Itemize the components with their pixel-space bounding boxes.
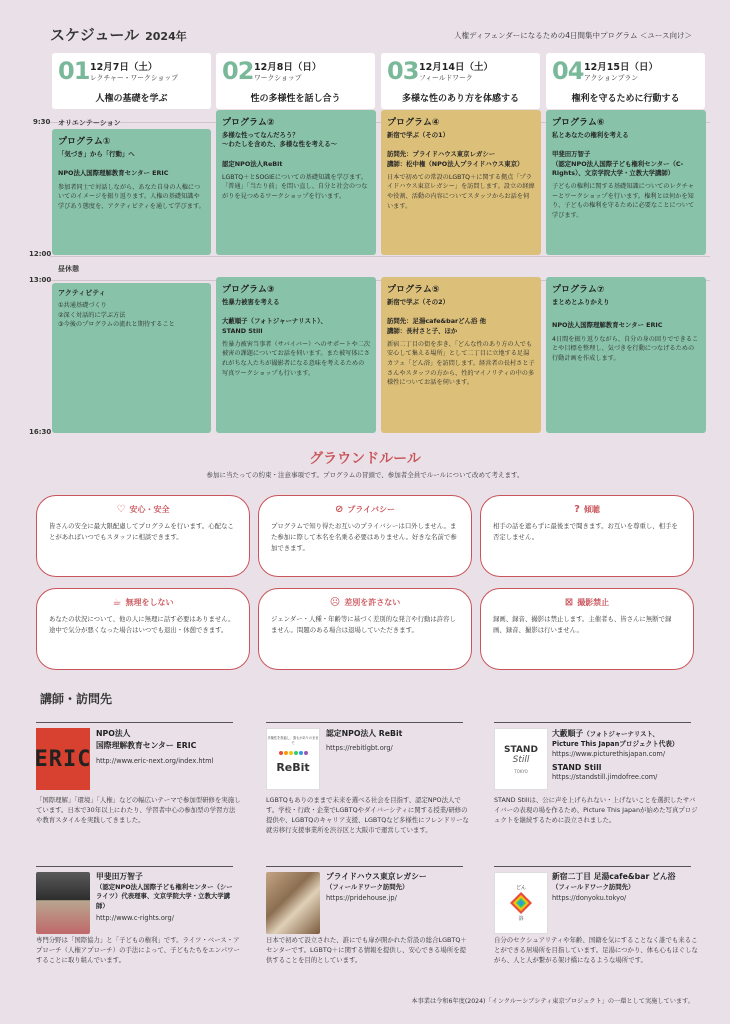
speaker-ohyabu: 大藪順子（フォトジャーナリスト、 Picture This Japanプロジェクト代表） https://www.picturethisjapan.com/ STAND Still https://standstill.jimdofree.com/	[552, 728, 722, 781]
speaker-rebit: 認定NPO法人 ReBit https://rebitlgbt.org/	[326, 728, 466, 752]
divider	[36, 722, 233, 723]
divider	[494, 722, 691, 723]
activity-item: ①共通基礎づくり	[58, 302, 107, 309]
eye-slash-icon: ⊘	[335, 504, 344, 515]
sad-face-icon: ☹	[329, 597, 341, 608]
speaker-url[interactable]: https://www.picturethisjapan.com/	[552, 749, 666, 758]
ground-rules-title: グラウンドルール	[309, 451, 421, 467]
rebit-logo: 多様性を祝福し、誰もがありのままで ReBit	[266, 728, 320, 790]
no-camera-icon: ⊠	[564, 597, 574, 608]
rainbow-diamond-icon	[509, 891, 533, 915]
page-subtitle: 人権ディフェンダーになるための4日間集中プログラム ＜ユース向け＞	[454, 31, 692, 40]
speaker-url[interactable]: http://www.eric-next.org/index.html	[96, 757, 214, 766]
time-label: 16:30	[29, 428, 52, 436]
rule-no-photography: ⊠ 撮影禁止 録画、録音、撮影は禁止します。主催者も、皆さんに無断で録画、録音、撮影は行いません。	[480, 588, 694, 670]
activity-item: ③今後のプログラムの流れと期待すること	[58, 321, 175, 329]
speaker-kaida: 甲斐田万智子 （認定NPO法人国際子ども権利センター（シーライツ）代表理事、文京学院大学・立教大学講師） http://www.c-rights.org/	[96, 871, 236, 922]
rule-no-discrimination: ☹ 差別を許さない ジェンダー・人種・年齢等に基づく差別的な発言や行動は許容しません。問題のある場合は退場していただきます。	[258, 588, 472, 670]
rule-safety: ♡ 安心・安全 皆さんの安全に最大限配慮してプログラムを行います。心配なことがあればいつでもスタッフに相談できます。	[36, 495, 250, 577]
program-card-4: プログラム④ 新宿で学ぶ（その1） 訪問先：プライドハウス東京レガシー 講師：松中権（NPO法人プライドハウス東京） 日本で初めての常設のLGBTQ＋に関する拠点「プライドハウス東京レガシー」を訪問します。設立の経緯や役割、活動の内容についてスタッフからお話を伺います。	[381, 110, 541, 255]
speakers-title: 講師・訪問先	[40, 692, 113, 706]
speaker-donyoku: 新宿二丁目 足湯cafe&bar どん浴 （フィールドワーク訪問先） https://donyoku.tokyo/	[552, 871, 722, 902]
day-header-4: 04 12月15日（日） アクションプラン 権利を守るために行動する	[546, 53, 705, 109]
break-label: 昼休憩	[58, 265, 79, 273]
speaker-eric: NPO法人 国際理解教育センター ERIC http://www.eric-next.org/index.html	[96, 728, 236, 765]
program-card-6: プログラム⑥ 私とあなたの権利を考える 甲斐田万智子 （認定NPO法人国際子ども権利センター（C-Rights）、文京学院大学・立教大学講師） 子どもの権利に関する基礎知識についてのレクチャーとワークショップを行います。権利とは何かを知り、子どもの権利を守るために必要なことについて学びます。	[546, 110, 706, 255]
divider	[36, 866, 233, 867]
avatar	[36, 872, 90, 934]
speaker-url[interactable]: https://standstill.jimdofree.com/	[552, 773, 658, 782]
stand-still-logo: STAND Still TOKYO	[494, 728, 548, 790]
program-card-5: プログラム⑤ 新宿で学ぶ（その2） 訪問先：足湯cafe&barどん浴 他 講師：長村さと子、ほか 新宿二丁目の街を歩き、「どんな性のあり方の人でも安心して集える場所」として二丁目に立地する足湯カフェ「どん浴」を訪問します。経営者の長村さと子さんやスタッフの方から、性的マイノリティの中の多様性についてお話を伺います。	[381, 277, 541, 433]
divider	[266, 866, 463, 867]
donyoku-logo: どん 浴	[494, 872, 548, 934]
rule-listening: ? 傾聴 相手の話を遮らずに最後まで聞きます。お互いを尊重し、相手を否定しません。	[480, 495, 694, 577]
day-header-1: 01 12月7日（土） レクチャー・ワークショップ 人権の基礎を学ぶ	[52, 53, 211, 109]
divider	[494, 866, 691, 867]
page-title: スケジュール 2024年	[50, 26, 187, 44]
program-card-3: プログラム③ 性暴力被害を考える 大藪順子（フォトジャーナリスト）、 STAND Still 性暴力被害当事者（サバイバー）へのサポートや二次被害の課題についてお話を伺います。また被写体にされがちな人たちが撮影者になる意味を考えるための写真ワークショップも行います。	[216, 277, 376, 433]
speaker-url[interactable]: https://donyoku.tokyo/	[552, 894, 627, 903]
day-header-2: 02 12月8日（日） ワークショップ 性の多様性を話し合う	[216, 53, 375, 109]
orientation-label: オリエンテーション	[58, 119, 121, 127]
speaker-url[interactable]: https://pridehouse.jp/	[326, 894, 397, 903]
ear-icon: ?	[574, 504, 580, 515]
time-label: 9:30	[33, 118, 51, 126]
rule-no-overdoing: ☕ 無理をしない あなたの状況について、他の人に無理に話す必要はありません。途中で気分が悪くなった場合はいつでも退出・休憩できます。	[36, 588, 250, 670]
program-card-1: プログラム① 「気づき」から「行動」へ NPO法人国際理解教育センター ERIC 参加者同士で対話しながら、あなた自身の人権についてのイメージを振り返ります。人権の基礎知識や学びあう態度を、アクティビティを通して学びます。	[52, 129, 211, 255]
speaker-url[interactable]: https://rebitlgbt.org/	[326, 743, 393, 752]
heart-icon: ♡	[116, 504, 126, 515]
eric-logo: ERIC	[36, 728, 90, 790]
speaker-url[interactable]: http://www.c-rights.org/	[96, 913, 174, 922]
time-label: 12:00	[29, 250, 52, 258]
year-label: 2024年	[145, 30, 187, 43]
rule-privacy: ⊘ プライバシー プログラムで知り得たお互いのプライバシーは口外しません。また参加に際して本名を名乗る必要はありません。好きな名前で参加できます。	[258, 495, 472, 577]
day-header-3: 03 12月14日（土） フィールドワーク 多様な性のあり方を体感する	[381, 53, 540, 109]
footer-note: 本事業は令和6年度(2024)「インクルーシブシティ東京プロジェクト」の一環として実施しています。	[411, 998, 694, 1005]
time-label: 13:00	[29, 276, 52, 284]
pridehouse-photo	[266, 872, 320, 934]
time-line	[50, 256, 710, 257]
speaker-pridehouse: プライドハウス東京レガシー （フィールドワーク訪問先） https://pridehouse.jp/	[326, 871, 486, 902]
program-card-7: プログラム⑦ まとめとふりかえり NPO法人国際理解教育センター ERIC 4日間を振り返りながら、自分の身の回りでできることや目標を整理し、気づきを行動につなげるための行動計画を作成します。	[546, 277, 706, 433]
ground-rules-subtitle: 参加に当たっての約束・注意事項です。プログラムの冒頭で、参加者全員でルールについて改めて考えます。	[206, 471, 524, 479]
divider	[266, 722, 463, 723]
cup-icon: ☕	[112, 597, 122, 608]
activity-card: アクティビティ ①共通基礎づくり ②深く対話的に学ぶ方法 ③今後のプログラムの流れと期待すること	[52, 283, 211, 433]
activity-item: ②深く対話的に学ぶ方法	[58, 311, 126, 319]
program-card-2: プログラム② 多様な性ってなんだろう？ 〜わたしを含めた、多様な性を考える〜 認定NPO法人ReBit LGBTQ＋とSOGIEについての基礎知識を学びます。「普通」「当たり前」を問い直し、自分と社会のつながりを見つめるワークショップを行います。	[216, 110, 376, 255]
